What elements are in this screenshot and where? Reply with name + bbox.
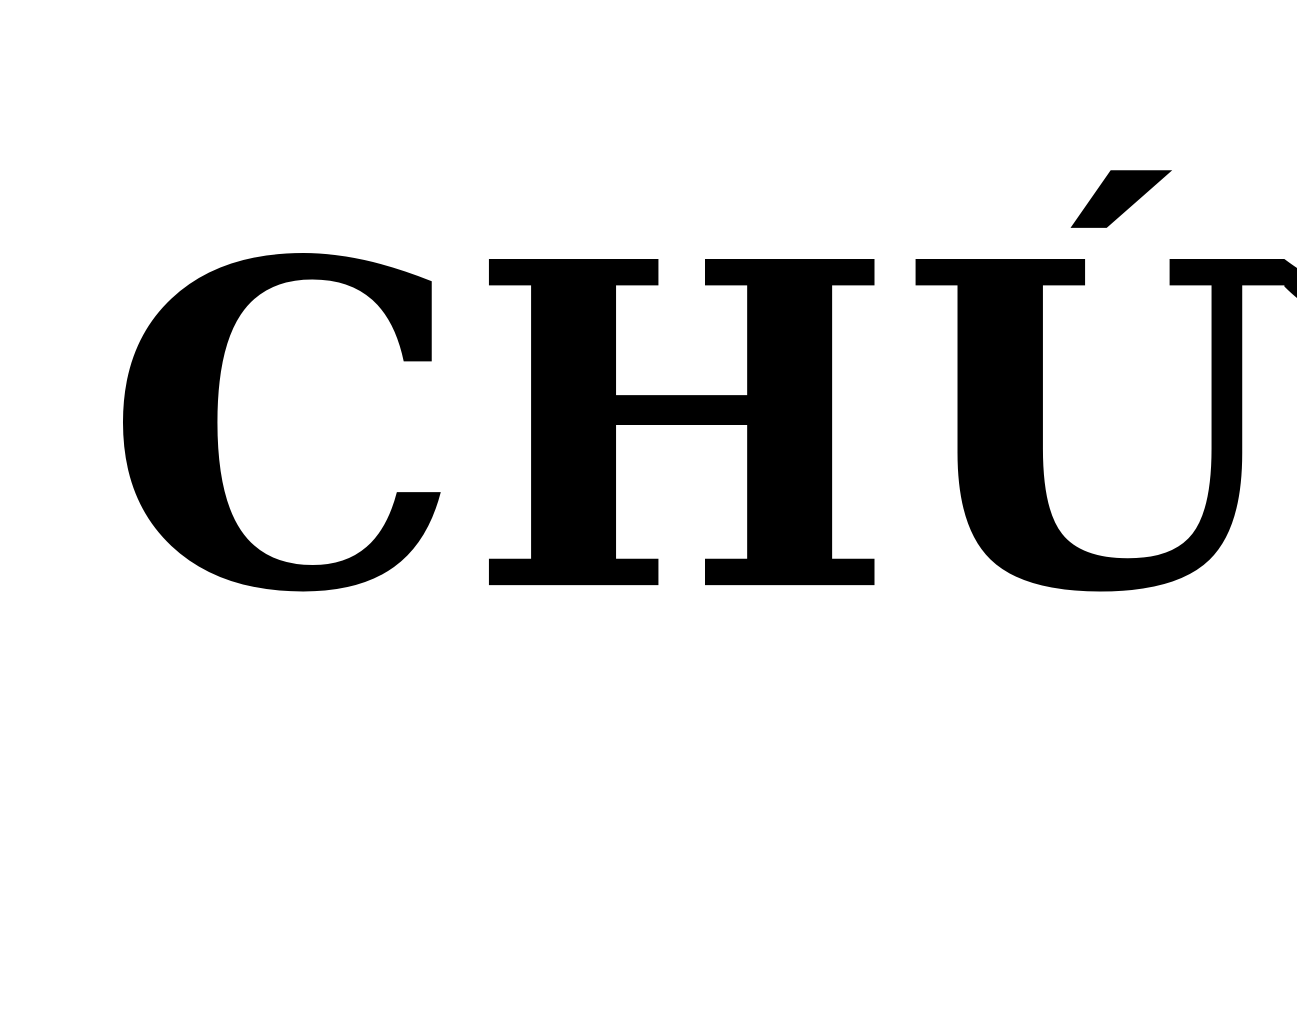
cropped-word-text: CHỨ [104,165,1297,692]
